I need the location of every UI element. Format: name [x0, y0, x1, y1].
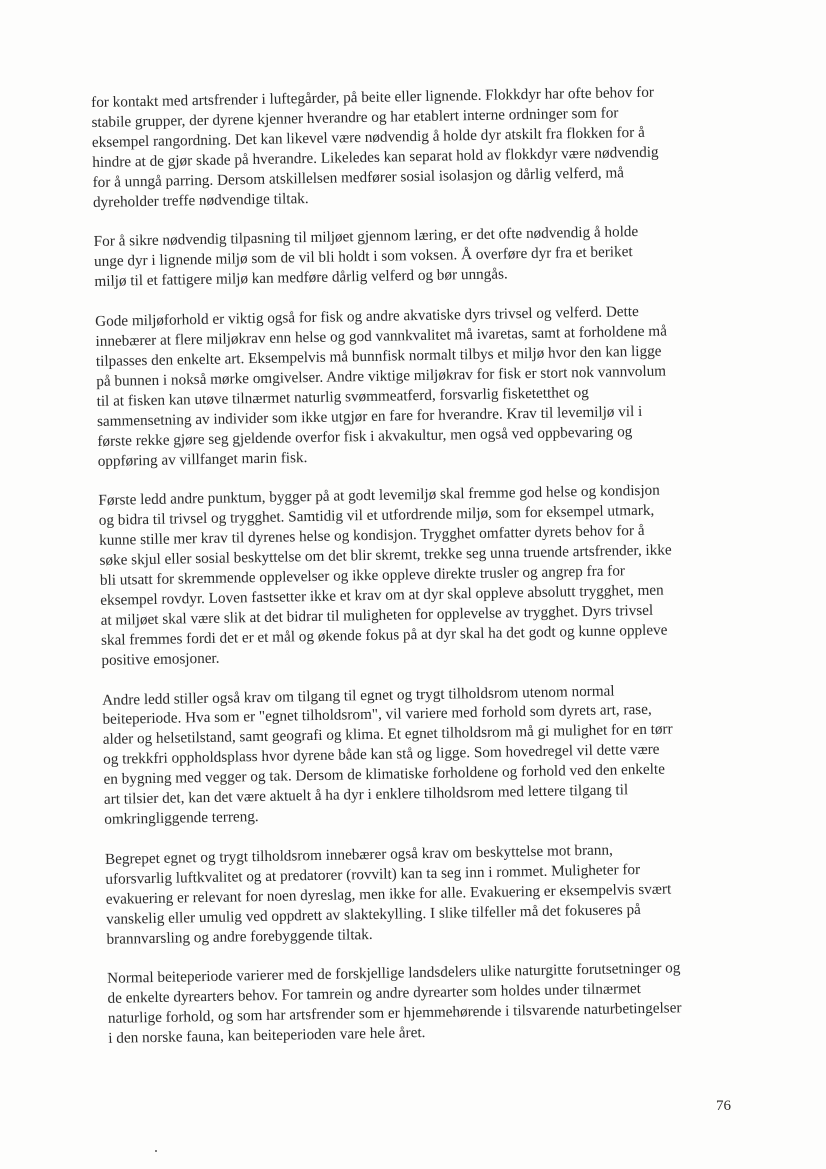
text-line: naturlige forhold, og som har artsfrender som er hjemmehørende i tilsvarende naturbetingelser [107, 999, 682, 1028]
text-line: beiteperiode. Hva som er "egnet tilholdsrom", vil variere med forhold som dyrets art, rase, [102, 701, 652, 729]
text-line: oppføring av villfanget marin fisk. [97, 448, 308, 470]
text-line: miljø til et fattigere miljø kan medføre dårlig velferd og bør unngås. [94, 265, 508, 291]
paragraph [95, 300, 738, 471]
page-number: 76 [716, 1098, 731, 1114]
text-line: eksempel rangordning. Det kan likevel være nødvendig å holde dyr atskilt fra flokken for å [91, 123, 645, 151]
text-line: evakuering er relevant for noen dyreslag, men ikke for alle. Evakuering er eksempelvis svært [105, 880, 672, 908]
text-line: For å sikre nødvendig tilpasning til miljøet gjennom læring, er det ofte nødvendig å holde [93, 223, 639, 251]
text-line: stabile grupper, der dyrene kjenner hverandre og har etablert interne ordninger som for [91, 104, 619, 131]
text-line: positive emosjoner. [101, 649, 220, 669]
text-line: hindre at de gjør skade på hverandre. Likeledes kan separat hold av flokkdyr være nødvendig [92, 143, 659, 171]
text-line: for kontakt med artsfrender i luftegårder, på beite eller lignende. Flokkdyr har ofte behov for [91, 83, 655, 111]
text-line: Normal beiteperiode varierer med de forskjellige landsdelers ulike naturgitte forutsetninger og [107, 959, 681, 988]
text-line: sammensetning av individer som ikke utgjør en fare for hverandre. Krav til levemiljø vil i [96, 402, 643, 430]
text-line: en bygning med vegger og tak. Dersom de klimatiske forholdene og forhold ved den enkelte [103, 760, 666, 789]
text-line: Andre ledd stiller også krav om tilgang til egnet og trygt tilholdsrom utenom normal [101, 682, 615, 709]
text-line: søke skjul eller sosial beskyttelse om det blir skremt, trekke seg unna truende artsfrender, ikke [99, 541, 672, 570]
text-line: bli utsatt for skremmende opplevelser og ikke oppleve direkte trusler og angrep fra for [99, 562, 626, 589]
paragraph [91, 81, 733, 212]
paragraph [102, 679, 744, 830]
text-line: tilpasses den enkelte art. Eksempelvis må bunnfisk normalt tilbys et miljø hvor den kan ligge [95, 342, 662, 370]
text-line: innebærer at flere miljøkrav enn helse og god vannkvalitet må ivaretas, samt at forholdene må [95, 322, 668, 351]
body-text [91, 81, 749, 1069]
paragraph [94, 221, 735, 292]
text-line: skal fremmes fordi det er et mål og økende fokus på at dyr skal ha det godt og kunne oppleve [100, 621, 668, 649]
text-line: uforsvarlig luftkvalitet og at predatorer (rovvilt) kan ta seg inn i rommet. Muligheter for [105, 860, 641, 888]
scan-speck [155, 1150, 157, 1152]
paragraph [105, 838, 747, 949]
text-line: de enkelte dyrearters behov. For tamrein og andre dyrearter som holdes under tilnærmet [107, 980, 642, 1008]
text-line: vanskelig eller umulig ved oppdrett av slaktekylling. I slike tilfeller må det fokuseres på [105, 900, 642, 928]
paragraph [107, 958, 748, 1049]
text-line: for å unngå parring. Dersom atskillelsen medfører sosial isolasjon og dårlig velferd, må [92, 163, 625, 191]
text-line: eksempel rovdyr. Loven fastsetter ikke et krav om at dyr skal oppleve absolutt trygghet, men [100, 581, 664, 609]
text-line: dyreholder treffe nødvendige tiltak. [92, 189, 309, 211]
text-line: kunne stille mer krav til dyrenes helse og kondisjon. Trygghet omfatter dyrets behov for å [99, 522, 645, 550]
text-line: art tilsier det, kan det være aktuelt å ha dyr i enklere tilholdsrom med lettere tilgang til [103, 781, 629, 808]
paragraph [98, 480, 741, 671]
text-line: til at fisken kan utøve tilnærmet naturlig svømmeatferd, forsvarlig fisketetthet og [96, 383, 589, 410]
text-line: og bidra til trivsel og trygghet. Samtidig vil et utfordrende miljø, som for eksempel utmark, [98, 502, 655, 530]
text-line: på bunnen i nokså mørke omgivelser. Andre viktige miljøkrav for fisk er stort nok vannvolum [96, 362, 667, 390]
text-line: alder og helsetilstand, samt geografi og klima. Et egnet tilholdsrom må gi mulighet for en tørr [102, 720, 673, 749]
text-line: og trekkfri oppholdsplass hvor dyrene både kan stå og ligge. Som hovedregel vil dette være [103, 740, 660, 769]
text-line: første rekke gjøre seg gjeldende overfor fisk i akvakultur, men også ved oppbevaring og [97, 422, 633, 450]
text-line: Gode miljøforhold er viktig også for fisk og andre akvatiske dyrs trivsel og velferd. Dette [95, 303, 639, 331]
text-line: Første ledd andre punktum, bygger på at godt levemiljø skal fremme god helse og kondisjon [98, 482, 660, 510]
text-line: i den norske fauna, kan beiteperioden vare hele året. [108, 1024, 426, 1047]
text-line: Begrepet egnet og trygt tilholdsrom innebærer også krav om beskyttelse mot brann, [104, 841, 613, 868]
text-line: omkringliggende terreng. [104, 808, 259, 828]
text-line: unge dyr i lignende miljø som de vil bli holdt i som voksen. Å overføre dyr fra et beriket [93, 243, 633, 271]
text-line: at miljøet skal være slik at det bidrar til muligheten for opplevelse av trygghet. Dyrs trivsel [100, 601, 654, 629]
text-line: brannvarsling og andre forebyggende tiltak. [106, 925, 373, 948]
